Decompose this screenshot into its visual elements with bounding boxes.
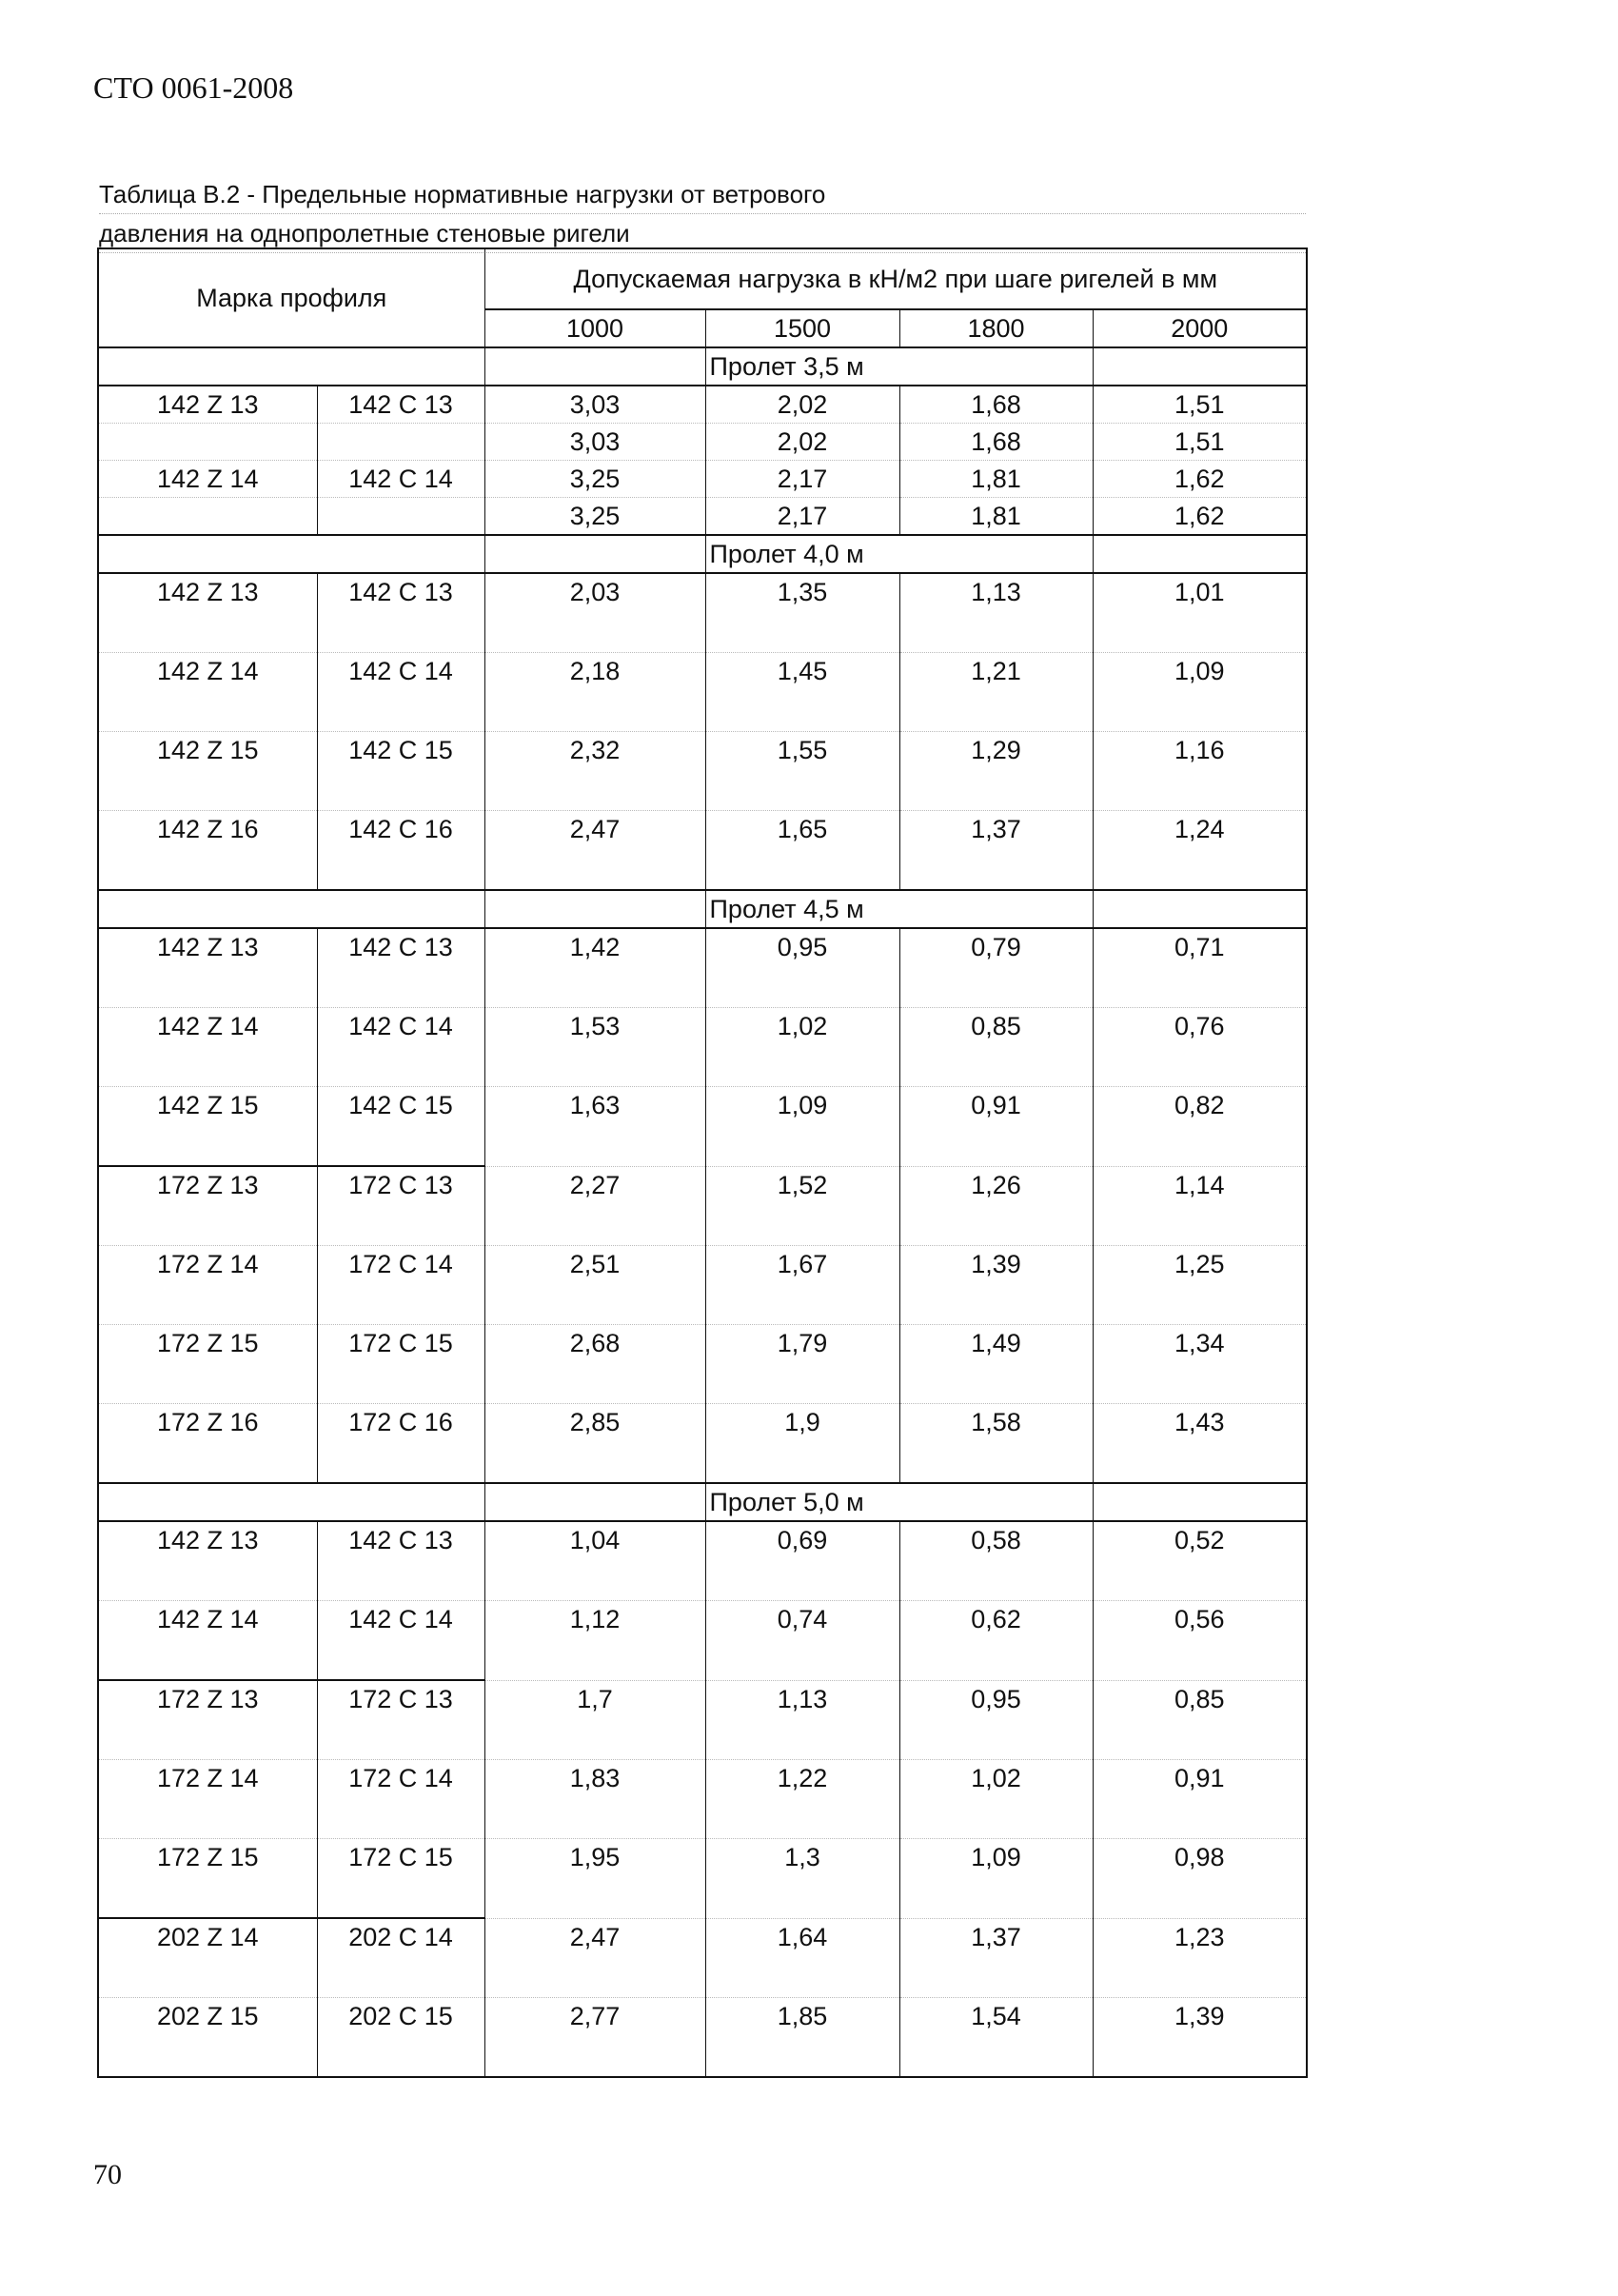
- load-value: 1,49: [899, 1325, 1093, 1404]
- step-header: 1000: [484, 309, 705, 347]
- profile-z: 142 Z 15: [98, 1087, 317, 1167]
- profile-z: 202 Z 15: [98, 1998, 317, 2078]
- profile-z: 142 Z 13: [98, 573, 317, 653]
- profile-c: [317, 424, 484, 461]
- load-header: Допускаемая нагрузка в кН/м2 при шаге ригелей в мм: [484, 248, 1307, 309]
- load-value: 1,43: [1093, 1404, 1307, 1484]
- profile-c: [317, 498, 484, 536]
- span-label: Пролет 4,0 м: [705, 535, 899, 573]
- profile-z: 142 Z 13: [98, 386, 317, 424]
- table-row: [98, 1760, 1307, 1839]
- load-value: 3,03: [484, 386, 705, 424]
- load-value: 1,63: [484, 1087, 705, 1167]
- profile-c: 142 С 13: [317, 928, 484, 1008]
- step-header: 1500: [705, 309, 899, 347]
- profile-c: 142 С 15: [317, 732, 484, 811]
- load-value: 1,51: [1093, 386, 1307, 424]
- load-value: 1,64: [705, 1918, 899, 1998]
- load-value: 0,52: [1093, 1521, 1307, 1601]
- load-value: 1,13: [899, 573, 1093, 653]
- load-value: 1,54: [899, 1998, 1093, 2078]
- load-value: 1,85: [705, 1998, 899, 2078]
- load-value: 2,02: [705, 386, 899, 424]
- load-value: 0,62: [899, 1601, 1093, 1681]
- load-value: 1,39: [1093, 1998, 1307, 2078]
- load-value: 0,91: [1093, 1760, 1307, 1839]
- load-value: 0,85: [1093, 1680, 1307, 1760]
- load-value: 1,25: [1093, 1246, 1307, 1325]
- table-row: [98, 424, 1307, 461]
- profile-z: 142 Z 15: [98, 732, 317, 811]
- load-table: [97, 247, 1308, 2078]
- load-value: 1,34: [1093, 1325, 1307, 1404]
- load-value: 1,01: [1093, 573, 1307, 653]
- caption-line-1: Таблица В.2 - Предельные нормативные нагрузки от ветрового: [99, 175, 1306, 214]
- table-row: [98, 1087, 1307, 1167]
- profile-z: 142 Z 14: [98, 461, 317, 498]
- table-row: [98, 386, 1307, 424]
- table-row: [98, 1680, 1307, 1760]
- load-value: 0,98: [1093, 1839, 1307, 1919]
- span-spacer: [484, 890, 705, 928]
- profile-c: 142 С 14: [317, 1008, 484, 1087]
- load-value: 1,52: [705, 1166, 899, 1246]
- load-value: 1,65: [705, 811, 899, 891]
- load-value: 0,85: [899, 1008, 1093, 1087]
- load-value: 2,85: [484, 1404, 705, 1484]
- profile-c: 202 С 15: [317, 1998, 484, 2078]
- load-value: 0,95: [705, 928, 899, 1008]
- table-row: [98, 928, 1307, 1008]
- load-value: 2,17: [705, 461, 899, 498]
- load-value: 1,22: [705, 1760, 899, 1839]
- load-value: 1,81: [899, 498, 1093, 536]
- profile-z: 142 Z 13: [98, 1521, 317, 1601]
- load-value: 1,95: [484, 1839, 705, 1919]
- load-value: 0,91: [899, 1087, 1093, 1167]
- load-value: 1,7: [484, 1680, 705, 1760]
- table-row: [98, 1601, 1307, 1681]
- load-value: 2,47: [484, 811, 705, 891]
- load-value: 0,69: [705, 1521, 899, 1601]
- load-value: 0,74: [705, 1601, 899, 1681]
- load-value: 1,16: [1093, 732, 1307, 811]
- span-spacer: [899, 535, 1093, 573]
- load-value: 1,68: [899, 424, 1093, 461]
- table-row: [98, 732, 1307, 811]
- load-value: 3,03: [484, 424, 705, 461]
- profile-z: 172 Z 15: [98, 1839, 317, 1919]
- load-value: 1,02: [899, 1760, 1093, 1839]
- profile-z: 202 Z 14: [98, 1918, 317, 1998]
- load-value: 1,37: [899, 811, 1093, 891]
- page-number: 70: [93, 2159, 122, 2190]
- span-spacer: [484, 1483, 705, 1521]
- load-value: 2,02: [705, 424, 899, 461]
- profile-c: 142 С 13: [317, 386, 484, 424]
- table-row: [98, 1246, 1307, 1325]
- table-row: [98, 1404, 1307, 1484]
- load-value: 2,18: [484, 653, 705, 732]
- span-spacer: [899, 347, 1093, 386]
- load-value: 0,58: [899, 1521, 1093, 1601]
- load-value: 0,82: [1093, 1087, 1307, 1167]
- profile-z: 172 Z 16: [98, 1404, 317, 1484]
- span-spacer: [98, 890, 484, 928]
- load-value: 0,71: [1093, 928, 1307, 1008]
- load-value: 1,81: [899, 461, 1093, 498]
- span-label: Пролет 3,5 м: [705, 347, 899, 386]
- load-value: 1,9: [705, 1404, 899, 1484]
- load-value: 0,56: [1093, 1601, 1307, 1681]
- profile-z: 172 Z 13: [98, 1680, 317, 1760]
- load-value: 1,62: [1093, 498, 1307, 536]
- table-row: [98, 498, 1307, 536]
- profile-z: 142 Z 14: [98, 653, 317, 732]
- load-value: 1,67: [705, 1246, 899, 1325]
- load-value: 1,02: [705, 1008, 899, 1087]
- profile-z: 142 Z 14: [98, 1601, 317, 1681]
- table-row: [98, 1521, 1307, 1601]
- load-value: 1,53: [484, 1008, 705, 1087]
- profile-c: 142 С 16: [317, 811, 484, 891]
- load-value: 3,25: [484, 498, 705, 536]
- profile-z: 142 Z 13: [98, 928, 317, 1008]
- profile-c: 172 С 15: [317, 1839, 484, 1919]
- load-value: 2,77: [484, 1998, 705, 2078]
- profile-c: 142 С 15: [317, 1087, 484, 1167]
- table-row: [98, 653, 1307, 732]
- load-value: 1,13: [705, 1680, 899, 1760]
- profile-c: 142 С 13: [317, 573, 484, 653]
- profile-c: 172 С 13: [317, 1166, 484, 1246]
- span-spacer: [484, 535, 705, 573]
- profile-z: [98, 498, 317, 536]
- profile-z: 172 Z 14: [98, 1760, 317, 1839]
- load-value: 1,35: [705, 573, 899, 653]
- table-row: [98, 1325, 1307, 1404]
- table-row: [98, 1918, 1307, 1998]
- load-value: 2,47: [484, 1918, 705, 1998]
- profile-c: 142 С 13: [317, 1521, 484, 1601]
- load-value: 1,09: [1093, 653, 1307, 732]
- profile-header: Марка профиля: [98, 248, 484, 347]
- table-row: [98, 461, 1307, 498]
- load-value: 0,95: [899, 1680, 1093, 1760]
- span-spacer: [899, 1483, 1093, 1521]
- load-value: 1,3: [705, 1839, 899, 1919]
- load-value: 1,29: [899, 732, 1093, 811]
- document-code: СТО 0061-2008: [93, 70, 294, 105]
- profile-c: 142 С 14: [317, 461, 484, 498]
- load-value: 1,45: [705, 653, 899, 732]
- load-value: 2,03: [484, 573, 705, 653]
- load-value: 1,21: [899, 653, 1093, 732]
- load-value: 0,76: [1093, 1008, 1307, 1087]
- load-value: 2,51: [484, 1246, 705, 1325]
- load-value: 1,51: [1093, 424, 1307, 461]
- table-row: [98, 1998, 1307, 2078]
- profile-z: 142 Z 14: [98, 1008, 317, 1087]
- load-value: 1,09: [899, 1839, 1093, 1919]
- span-spacer: [1093, 1483, 1307, 1521]
- profile-z: 172 Z 15: [98, 1325, 317, 1404]
- load-value: 1,39: [899, 1246, 1093, 1325]
- table-row: [98, 1008, 1307, 1087]
- profile-c: 202 С 14: [317, 1918, 484, 1998]
- load-value: 1,83: [484, 1760, 705, 1839]
- load-value: 2,32: [484, 732, 705, 811]
- span-spacer: [1093, 347, 1307, 386]
- profile-c: 172 С 14: [317, 1246, 484, 1325]
- load-value: 2,68: [484, 1325, 705, 1404]
- load-value: 1,37: [899, 1918, 1093, 1998]
- load-value: 1,68: [899, 386, 1093, 424]
- table-row: [98, 811, 1307, 891]
- load-value: 3,25: [484, 461, 705, 498]
- profile-c: 172 С 15: [317, 1325, 484, 1404]
- load-value: 1,04: [484, 1521, 705, 1601]
- profile-z: 172 Z 14: [98, 1246, 317, 1325]
- step-header: 1800: [899, 309, 1093, 347]
- load-value: 0,79: [899, 928, 1093, 1008]
- load-value: 2,17: [705, 498, 899, 536]
- load-value: 1,42: [484, 928, 705, 1008]
- load-value: 1,79: [705, 1325, 899, 1404]
- span-label: Пролет 5,0 м: [705, 1483, 899, 1521]
- table-row: [98, 573, 1307, 653]
- span-spacer: [1093, 535, 1307, 573]
- table-caption: [99, 175, 1306, 253]
- table-row: [98, 1166, 1307, 1246]
- profile-z: [98, 424, 317, 461]
- table-row: [98, 1839, 1307, 1919]
- span-spacer: [899, 890, 1093, 928]
- load-value: 1,14: [1093, 1166, 1307, 1246]
- caption-line-2: давления на однопролетные стеновые ригели: [99, 214, 1306, 253]
- step-header: 2000: [1093, 309, 1307, 347]
- profile-c: 172 С 14: [317, 1760, 484, 1839]
- span-spacer: [484, 347, 705, 386]
- load-value: 1,09: [705, 1087, 899, 1167]
- profile-c: 142 С 14: [317, 653, 484, 732]
- profile-c: 172 С 13: [317, 1680, 484, 1760]
- load-value: 1,55: [705, 732, 899, 811]
- profile-z: 142 Z 16: [98, 811, 317, 891]
- span-spacer: [1093, 890, 1307, 928]
- profile-c: 142 С 14: [317, 1601, 484, 1681]
- profile-c: 172 С 16: [317, 1404, 484, 1484]
- load-value: 1,62: [1093, 461, 1307, 498]
- load-value: 2,27: [484, 1166, 705, 1246]
- span-spacer: [98, 1483, 484, 1521]
- span-spacer: [98, 347, 484, 386]
- load-value: 1,26: [899, 1166, 1093, 1246]
- load-value: 1,12: [484, 1601, 705, 1681]
- load-value: 1,58: [899, 1404, 1093, 1484]
- load-value: 1,23: [1093, 1918, 1307, 1998]
- load-value: 1,24: [1093, 811, 1307, 891]
- span-spacer: [98, 535, 484, 573]
- span-label: Пролет 4,5 м: [705, 890, 899, 928]
- profile-z: 172 Z 13: [98, 1166, 317, 1246]
